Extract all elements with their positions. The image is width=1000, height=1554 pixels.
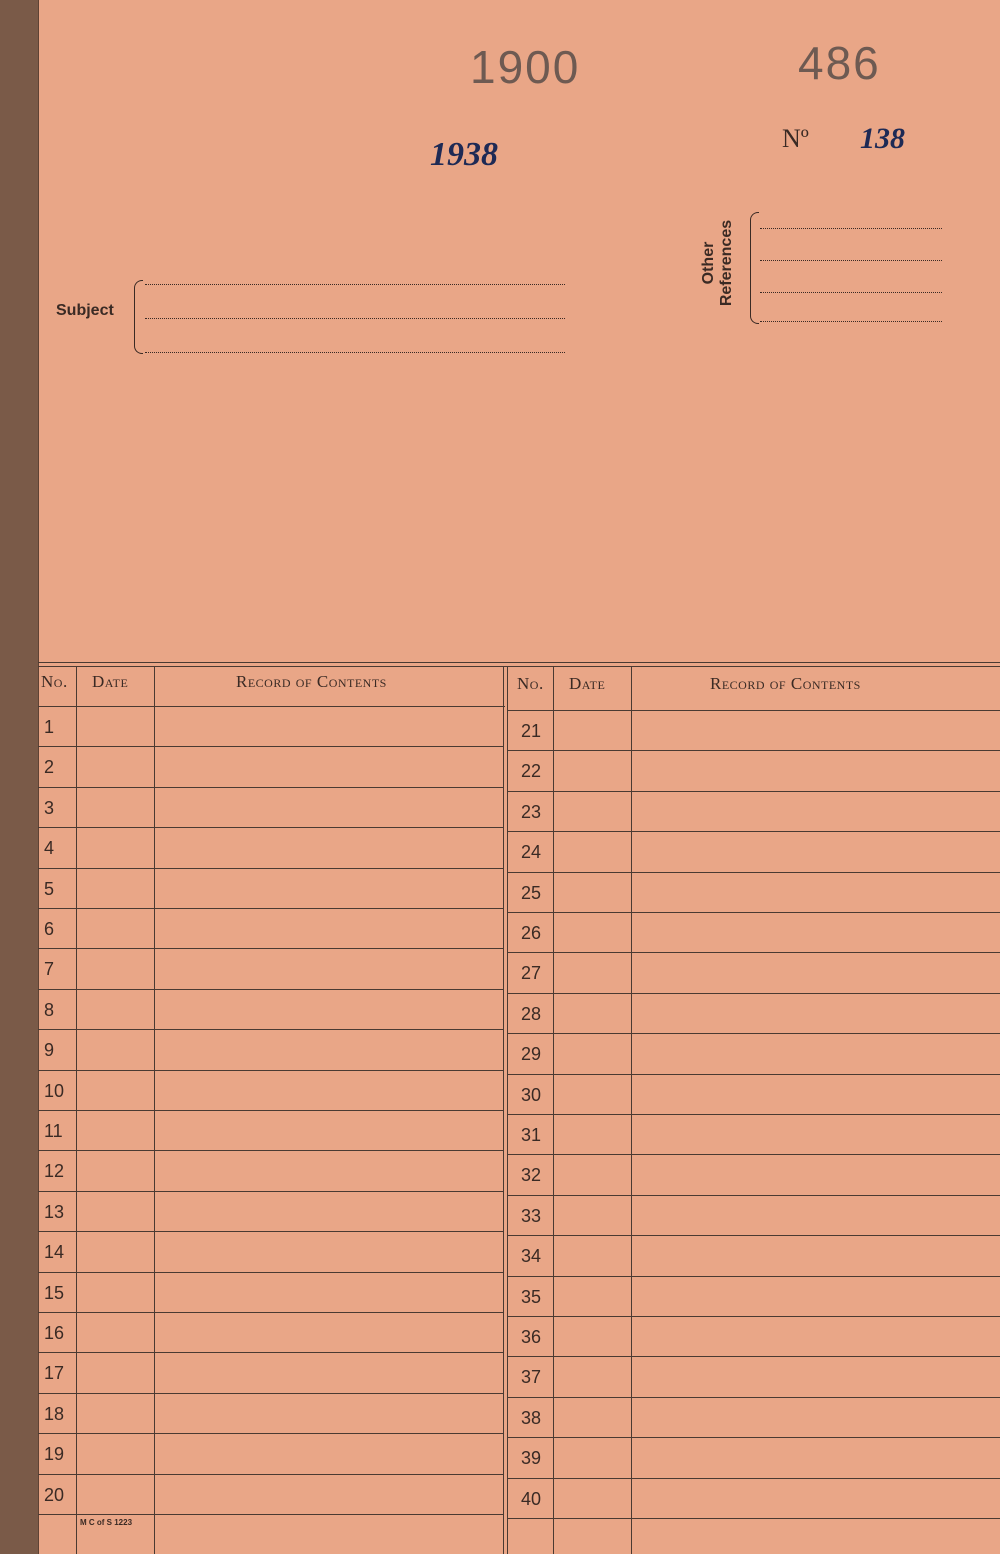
left-row-number: 7: [44, 959, 55, 980]
left-header-date: Date: [92, 672, 129, 691]
right-row-rule: [508, 1437, 1000, 1438]
right-row-number: 37: [521, 1367, 542, 1388]
subject-label: Subject: [56, 302, 114, 319]
other-ref-line-1: [760, 228, 942, 229]
left-row-rule: [38, 948, 504, 949]
right-row-rule: [508, 1478, 1000, 1479]
left-row-rule: [38, 1110, 504, 1111]
right-row-rule: [508, 1356, 1000, 1357]
right-row-number: 35: [521, 1286, 542, 1307]
left-row-rule: [38, 1433, 504, 1434]
table-top-rule: [38, 662, 1000, 663]
right-row-rule: [508, 872, 1000, 873]
right-header-rule: [508, 710, 1000, 711]
right-row-number: 31: [521, 1125, 542, 1145]
right-row-rule: [508, 1074, 1000, 1075]
left-row-rule: [38, 1312, 504, 1313]
left-row-rule: [38, 1029, 504, 1030]
left-row-number: 15: [44, 1282, 65, 1303]
left-row-number: 10: [44, 1080, 65, 1101]
other-references-label: [700, 208, 736, 318]
right-row-number: 39: [521, 1448, 542, 1469]
right-row-rule: [508, 1114, 1000, 1115]
right-no-divider: [553, 666, 554, 1554]
left-row-number: 1: [44, 717, 55, 737]
right-row-rule: [508, 1235, 1000, 1236]
left-row-rule: [38, 827, 504, 828]
left-row-number: 6: [44, 919, 55, 939]
left-row-rule: [38, 1514, 504, 1515]
right-row-number: 25: [521, 882, 542, 903]
other-ref-line-4: [760, 321, 942, 322]
left-header-rule: [38, 706, 505, 707]
right-row-rule: [508, 1316, 1000, 1317]
right-row-rule: [508, 1195, 1000, 1196]
right-row-number: 26: [521, 923, 542, 943]
left-row-number: 3: [44, 797, 55, 818]
left-row-number: 12: [44, 1161, 65, 1182]
left-row-rule: [38, 1070, 504, 1071]
form-code: M C of S 1223: [80, 1518, 133, 1527]
left-row-number: 5: [44, 878, 55, 899]
center-divider-b: [507, 666, 508, 1554]
right-row-rule: [508, 912, 1000, 913]
right-row-rule: [508, 993, 1000, 994]
right-header-record: Record of Contents: [710, 674, 861, 693]
handwritten-file-number: 138: [860, 122, 905, 155]
right-row-number: 21: [521, 721, 542, 741]
left-row-number: 9: [44, 1040, 55, 1061]
left-row-rule: [38, 1231, 504, 1232]
table-top-rule-inner: [38, 666, 1000, 667]
left-row-number: 2: [44, 757, 55, 778]
right-row-rule: [508, 1276, 1000, 1277]
other-references-label-line2: References: [718, 219, 735, 307]
left-row-number: 19: [44, 1444, 65, 1465]
left-row-rule: [38, 1474, 504, 1475]
right-row-number: 40: [521, 1488, 542, 1509]
other-ref-line-3: [760, 292, 942, 293]
left-header-record: Record of Contents: [236, 672, 387, 691]
left-row-number: 8: [44, 999, 55, 1020]
number-label: Nº: [782, 124, 809, 153]
right-row-number: 22: [521, 761, 542, 782]
left-row-rule: [38, 1272, 504, 1273]
right-row-rule: [508, 1033, 1000, 1034]
right-row-rule: [508, 750, 1000, 751]
right-row-number: 23: [521, 801, 542, 822]
other-ref-line-2: [760, 260, 942, 261]
right-row-number: 29: [521, 1044, 542, 1065]
left-row-number: 16: [44, 1323, 65, 1343]
subject-line-3: [145, 352, 565, 353]
right-row-rule: [508, 952, 1000, 953]
binding-spine: [0, 0, 39, 1554]
right-row-rule: [508, 791, 1000, 792]
left-row-rule: [38, 1352, 504, 1353]
left-row-rule: [38, 908, 504, 909]
left-row-number: 13: [44, 1201, 65, 1222]
right-row-rule: [508, 1397, 1000, 1398]
left-row-rule: [38, 1393, 504, 1394]
left-row-number: 14: [44, 1242, 65, 1263]
right-row-number: 24: [521, 842, 542, 863]
right-row-number: 28: [521, 1003, 542, 1024]
subject-brace: [134, 280, 143, 354]
left-row-number: 20: [44, 1484, 65, 1505]
left-row-rule: [38, 1150, 504, 1151]
left-row-number: 17: [44, 1363, 65, 1384]
stamp-number: 486: [798, 37, 881, 89]
right-header-date: Date: [569, 674, 606, 693]
other-references-label-line1: Other: [700, 241, 717, 285]
right-row-rule: [508, 831, 1000, 832]
record-table: [38, 662, 1000, 1554]
left-row-rule: [38, 1191, 504, 1192]
right-row-number: 27: [521, 963, 542, 984]
subject-line-1: [145, 284, 565, 285]
right-date-divider: [631, 666, 632, 1554]
right-header-no: No.: [517, 674, 544, 693]
right-row-rule: [508, 1154, 1000, 1155]
left-header-no: No.: [41, 672, 68, 691]
right-row-number: 34: [521, 1246, 542, 1267]
left-row-rule: [38, 787, 504, 788]
left-row-number: 4: [44, 838, 55, 859]
right-row-number: 38: [521, 1407, 542, 1428]
right-row-number: 33: [521, 1205, 542, 1226]
right-row-number: 32: [521, 1165, 542, 1186]
handwritten-year: 1938: [430, 136, 498, 173]
other-references-brace: [750, 212, 759, 324]
right-row-rule: [508, 1518, 1000, 1519]
left-row-rule: [38, 868, 504, 869]
left-row-number: 11: [44, 1121, 63, 1141]
stamp-year: 1900: [470, 41, 581, 93]
right-row-number: 36: [521, 1327, 542, 1347]
right-row-number: 30: [521, 1084, 542, 1105]
left-row-rule: [38, 989, 504, 990]
left-row-rule: [38, 746, 504, 747]
left-row-number: 18: [44, 1403, 65, 1424]
subject-line-2: [145, 318, 565, 319]
